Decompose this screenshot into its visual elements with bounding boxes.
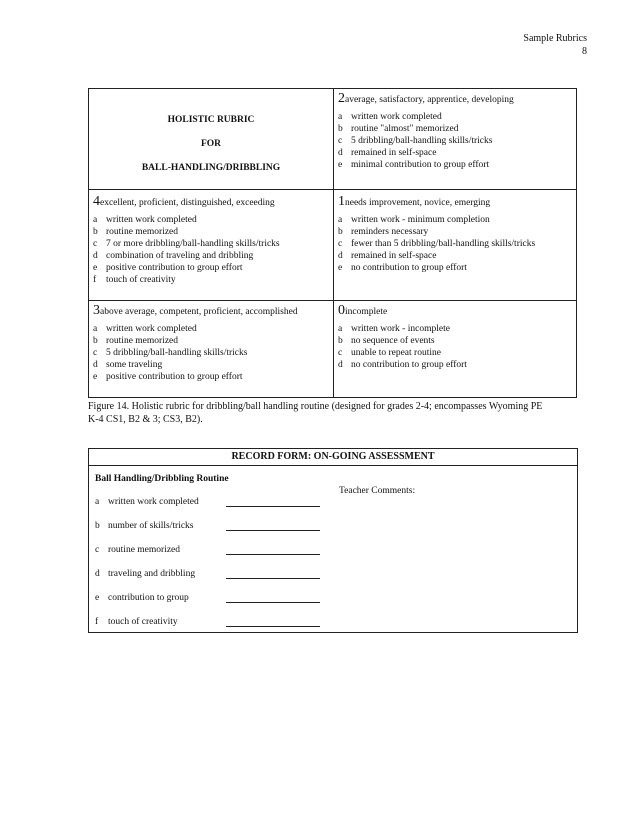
list-item: [338, 250, 535, 262]
blank-line[interactable]: [226, 616, 320, 627]
list-item: [93, 323, 298, 335]
item-text: no contribution to group effort: [351, 263, 467, 273]
list-item: [93, 226, 280, 238]
item-letter: a: [338, 324, 343, 334]
item-letter: f: [95, 617, 99, 627]
rubric-title: [89, 89, 333, 189]
record-item: [95, 616, 320, 627]
blank-line[interactable]: [226, 592, 320, 603]
score: 0: [338, 303, 345, 318]
holistic-rubric-table: [88, 88, 577, 398]
level-descriptor: incomplete: [345, 307, 388, 317]
item-letter: d: [93, 360, 98, 370]
item-letter: c: [338, 136, 343, 146]
score: 3: [93, 303, 100, 318]
item-letter: a: [338, 112, 343, 122]
item-label: contribution to group: [108, 593, 189, 603]
list-item: [338, 359, 467, 371]
list-item: [93, 335, 298, 347]
item-label: written work completed: [108, 497, 199, 507]
item-letter: b: [93, 227, 98, 237]
rubric-title-line1: HOLISTIC RUBRIC: [167, 115, 255, 125]
item-text: some traveling: [106, 360, 163, 370]
teacher-comments-label: Teacher Comments:: [339, 486, 416, 496]
rubric-level-1: [338, 195, 535, 274]
blank-line[interactable]: [226, 544, 320, 555]
caption-line1: Figure 14. Holistic rubric for dribbling/ball handling routine (designed for grades 2-4; encompasses Wyoming PE: [88, 401, 543, 412]
item-letter: c: [338, 239, 343, 249]
score: 2: [338, 91, 345, 106]
page-header: [523, 32, 587, 58]
level-descriptor: above average, competent, proficient, accomplished: [100, 307, 298, 317]
column-divider: [333, 89, 334, 397]
list-item: [338, 111, 514, 123]
list-item: [338, 226, 535, 238]
item-letter: a: [93, 215, 98, 225]
row-divider: [89, 189, 576, 190]
list-item: [338, 135, 514, 147]
item-letter: f: [93, 275, 97, 285]
item-letter: c: [93, 239, 98, 249]
list-item: [93, 371, 298, 383]
item-text: written work - minimum completion: [351, 215, 490, 225]
item-letter: e: [338, 160, 343, 170]
item-letter: e: [93, 263, 98, 273]
list-item: [338, 347, 467, 359]
item-text: remained in self-space: [351, 148, 437, 158]
rubric-level-4: [93, 195, 280, 286]
item-text: minimal contribution to group effort: [351, 160, 490, 170]
item-text: fewer than 5 dribbling/ball-handling skills/tricks: [351, 239, 536, 249]
item-text: written work completed: [106, 215, 197, 225]
item-text: routine memorized: [106, 227, 179, 237]
item-text: combination of traveling and dribbling: [106, 251, 254, 261]
record-item: [95, 592, 320, 603]
header-title: Sample Rubrics: [523, 33, 587, 44]
blank-line[interactable]: [226, 520, 320, 531]
item-letter: e: [93, 372, 98, 382]
list-item: [93, 250, 280, 262]
score: 4: [93, 194, 100, 209]
item-text: written work completed: [351, 112, 442, 122]
list-item: [338, 262, 535, 274]
record-item: [95, 520, 320, 531]
item-letter: b: [93, 336, 98, 346]
page-number: 8: [582, 46, 587, 57]
item-text: written work completed: [106, 324, 197, 334]
list-item: [338, 123, 514, 135]
rubric-title-line3: BALL-HANDLING/DRIBBLING: [141, 163, 281, 173]
row-divider: [89, 300, 576, 301]
item-letter: c: [95, 545, 100, 555]
item-letter: a: [95, 497, 100, 507]
item-text: written work - incomplete: [351, 324, 450, 334]
item-text: routine memorized: [106, 336, 179, 346]
item-letter: b: [338, 124, 343, 134]
item-letter: b: [338, 336, 343, 346]
item-letter: b: [95, 521, 100, 531]
caption-line2: K-4 CS1, B2 & 3; CS3, B2).: [88, 414, 203, 425]
item-letter: e: [95, 593, 100, 603]
list-item: [338, 147, 514, 159]
item-label: touch of creativity: [108, 617, 178, 627]
rubric-level-3: [93, 304, 298, 383]
rubric-level-0: [338, 304, 467, 371]
record-item: [95, 496, 320, 507]
item-letter: c: [338, 348, 343, 358]
list-item: [93, 238, 280, 250]
list-item: [93, 347, 298, 359]
list-item: [93, 359, 298, 371]
item-text: remained in self-space: [351, 251, 437, 261]
item-text: 5 dribbling/ball-handling skills/tricks: [106, 348, 248, 358]
rubric-level-2: [338, 92, 514, 171]
list-item: [93, 274, 280, 286]
item-label: traveling and dribbling: [108, 569, 196, 579]
blank-line[interactable]: [226, 496, 320, 507]
score: 1: [338, 194, 345, 209]
item-letter: a: [93, 324, 98, 334]
list-item: [93, 262, 280, 274]
item-letter: d: [95, 569, 100, 579]
item-letter: a: [338, 215, 343, 225]
rubric-title-line2: FOR: [200, 139, 222, 149]
item-label: routine memorized: [108, 545, 181, 555]
item-letter: b: [338, 227, 343, 237]
item-text: reminders necessary: [351, 227, 429, 237]
record-item: [95, 544, 320, 555]
list-item: [93, 214, 280, 226]
title-divider: [89, 465, 577, 466]
item-text: 7 or more dribbling/ball-handling skills/tricks: [106, 239, 280, 249]
item-letter: d: [338, 251, 343, 261]
list-item: [338, 238, 535, 250]
item-text: touch of creativity: [106, 275, 176, 285]
item-text: no sequence of events: [351, 336, 435, 346]
item-text: 5 dribbling/ball-handling skills/tricks: [351, 136, 493, 146]
list-item: [338, 335, 467, 347]
record-form-subtitle: Ball Handling/Dribbling Routine: [95, 474, 229, 484]
blank-line[interactable]: [226, 568, 320, 579]
item-text: positive contribution to group effort: [106, 372, 243, 382]
list-item: [338, 323, 467, 335]
record-item: [95, 568, 320, 579]
record-form: [88, 448, 578, 633]
item-text: positive contribution to group effort: [106, 263, 243, 273]
item-letter: d: [338, 148, 343, 158]
item-letter: c: [93, 348, 98, 358]
figure-caption: [88, 400, 578, 426]
item-label: number of skills/tricks: [108, 521, 194, 531]
item-text: routine "almost" memorized: [351, 124, 459, 134]
record-form-title: RECORD FORM: ON-GOING ASSESSMENT: [231, 451, 435, 462]
level-descriptor: excellent, proficient, distinguished, exceeding: [100, 198, 275, 208]
level-descriptor: average, satisfactory, apprentice, developing: [345, 95, 514, 105]
item-text: unable to repeat routine: [351, 348, 441, 358]
level-descriptor: needs improvement, novice, emerging: [345, 198, 491, 208]
item-letter: e: [338, 263, 343, 273]
list-item: [338, 159, 514, 171]
item-letter: d: [338, 360, 343, 370]
list-item: [338, 214, 535, 226]
item-text: no contribution to group effort: [351, 360, 467, 370]
item-letter: d: [93, 251, 98, 261]
